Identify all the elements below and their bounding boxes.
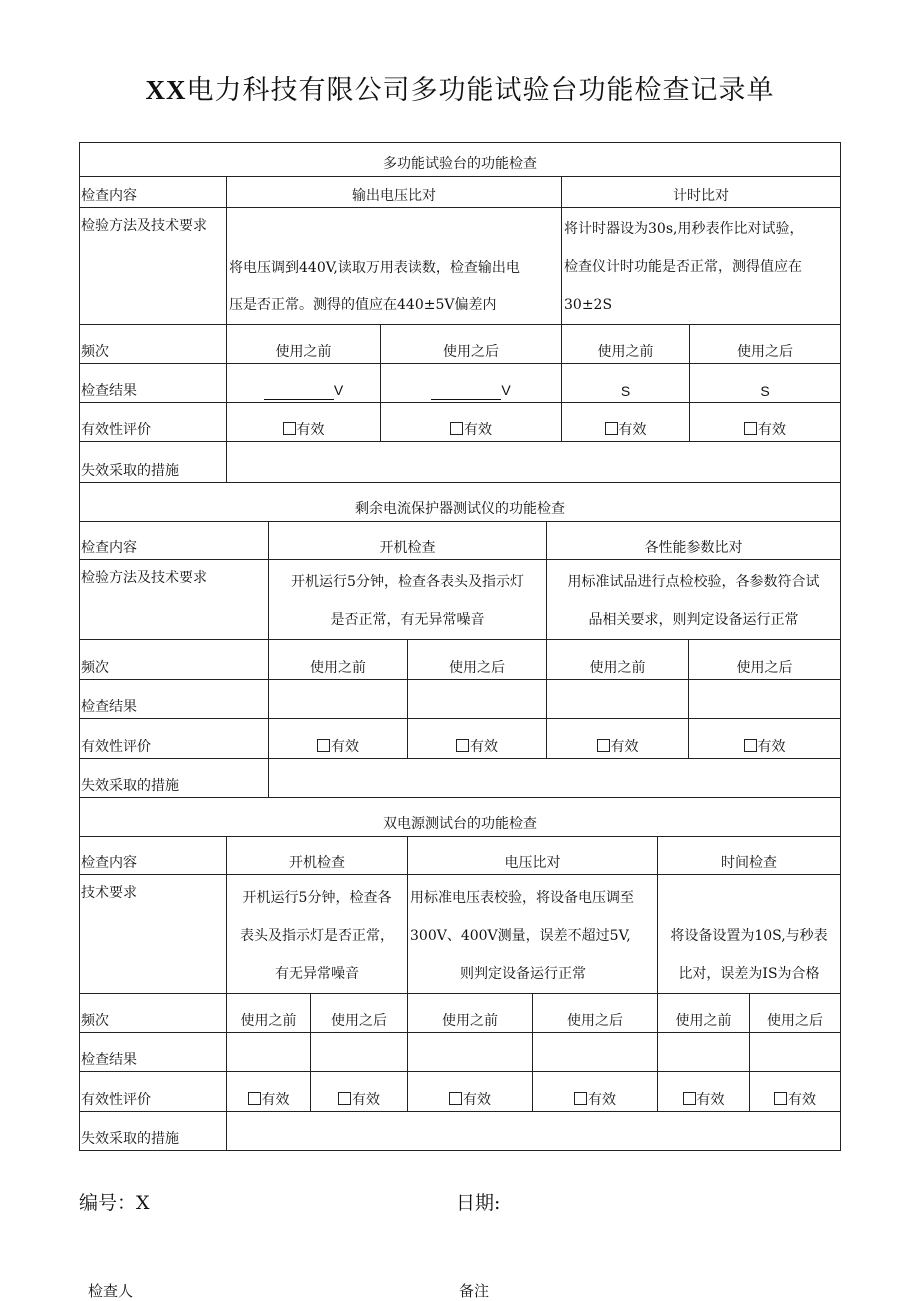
checkbox-icon[interactable] bbox=[605, 422, 618, 435]
content-label: 检查内容 bbox=[80, 837, 227, 875]
after-label: 使用之后 bbox=[533, 994, 658, 1033]
section1-table bbox=[79, 142, 841, 483]
inspector-label: 检查人 bbox=[88, 1282, 134, 1300]
result-input[interactable] bbox=[658, 1033, 750, 1072]
result-input[interactable] bbox=[689, 680, 841, 719]
before-label: 使用之前 bbox=[408, 994, 533, 1033]
valid-checkbox[interactable]: 有效 bbox=[408, 719, 547, 759]
after-label: 使用之后 bbox=[381, 325, 562, 364]
before-label: 使用之前 bbox=[562, 325, 690, 364]
tech-label: 技术要求 bbox=[80, 875, 227, 994]
freq-label: 频次 bbox=[80, 640, 269, 680]
item-timing-compare: 计时比对 bbox=[562, 177, 841, 208]
valid-checkbox[interactable]: 有效 bbox=[750, 1072, 841, 1112]
valid-checkbox[interactable]: 有效 bbox=[547, 719, 689, 759]
valid-checkbox[interactable]: 有效 bbox=[381, 403, 562, 442]
valid-checkbox[interactable]: 有效 bbox=[227, 403, 381, 442]
result-input[interactable] bbox=[750, 1033, 841, 1072]
requirement-voltage: 将电压调到440V,读取万用表读数，检查输出电 压是否正常。测得的值应在440±5V偏差内 bbox=[227, 208, 562, 325]
checkbox-icon[interactable] bbox=[774, 1092, 787, 1105]
checkbox-icon[interactable] bbox=[744, 422, 757, 435]
method-label: 检验方法及技术要求 bbox=[80, 560, 269, 640]
section1-title: 多功能试验台的功能检查 bbox=[80, 143, 841, 177]
item-power-on-check: 开机检查 bbox=[269, 522, 547, 560]
section2-table bbox=[79, 482, 841, 798]
remark-label: 备注 bbox=[459, 1282, 490, 1300]
measure-input[interactable] bbox=[269, 759, 841, 798]
content-label: 检查内容 bbox=[80, 522, 269, 560]
before-label: 使用之前 bbox=[227, 325, 381, 364]
checkbox-icon[interactable] bbox=[456, 739, 469, 752]
result-label: 检查结果 bbox=[80, 364, 227, 403]
result-input[interactable] bbox=[547, 680, 689, 719]
checkbox-icon[interactable] bbox=[338, 1092, 351, 1105]
checkbox-icon[interactable] bbox=[317, 739, 330, 752]
before-label: 使用之前 bbox=[269, 640, 408, 680]
checkbox-icon[interactable] bbox=[574, 1092, 587, 1105]
checkbox-icon[interactable] bbox=[248, 1092, 261, 1105]
result-input[interactable]: S bbox=[562, 364, 690, 403]
checkbox-icon[interactable] bbox=[450, 422, 463, 435]
item-time-check: 时间检查 bbox=[658, 837, 841, 875]
after-label: 使用之后 bbox=[311, 994, 408, 1033]
result-input[interactable]: V bbox=[227, 364, 381, 403]
method-label: 检验方法及技术要求 bbox=[80, 208, 227, 325]
valid-checkbox[interactable]: 有效 bbox=[658, 1072, 750, 1112]
item-voltage-compare: 输出电压比对 bbox=[227, 177, 562, 208]
result-input[interactable]: S bbox=[690, 364, 841, 403]
result-label: 检查结果 bbox=[80, 680, 269, 719]
eval-label: 有效性评价 bbox=[80, 1072, 227, 1112]
result-input[interactable] bbox=[408, 680, 547, 719]
item-power-on-check: 开机检查 bbox=[227, 837, 408, 875]
date-label: 日期: bbox=[456, 1192, 501, 1214]
result-input[interactable]: V bbox=[381, 364, 562, 403]
item-parameter-compare: 各性能参数比对 bbox=[547, 522, 841, 560]
item-voltage-compare: 电压比对 bbox=[408, 837, 658, 875]
freq-label: 频次 bbox=[80, 325, 227, 364]
measure-input[interactable] bbox=[227, 442, 841, 483]
result-input[interactable] bbox=[408, 1033, 533, 1072]
content-label: 检查内容 bbox=[80, 177, 227, 208]
before-label: 使用之前 bbox=[547, 640, 689, 680]
checkbox-icon[interactable] bbox=[597, 739, 610, 752]
requirement-timing: 将计时器设为30s,用秒表作比对试验， 检查仪计时功能是否正常，测得值应在 30±2S bbox=[562, 208, 841, 325]
eval-label: 有效性评价 bbox=[80, 403, 227, 442]
eval-label: 有效性评价 bbox=[80, 719, 269, 759]
requirement-power-on: 开机运行5分钟，检查各 表头及指示灯是否正常， 有无异常噪音 bbox=[227, 875, 408, 994]
checkbox-icon[interactable] bbox=[283, 422, 296, 435]
valid-checkbox[interactable]: 有效 bbox=[227, 1072, 311, 1112]
before-label: 使用之前 bbox=[658, 994, 750, 1033]
freq-label: 频次 bbox=[80, 994, 227, 1033]
result-input[interactable] bbox=[311, 1033, 408, 1072]
measure-label: 失效采取的措施 bbox=[80, 442, 227, 483]
result-input[interactable] bbox=[269, 680, 408, 719]
result-label: 检查结果 bbox=[80, 1033, 227, 1072]
measure-label: 失效采取的措施 bbox=[80, 1112, 227, 1151]
page-title: XX电力科技有限公司多功能试验台功能检查记录单 bbox=[145, 75, 775, 106]
section3-title: 双电源测试台的功能检查 bbox=[80, 798, 841, 837]
requirement-time: 将设备设置为10S,与秒表 比对，误差为IS为合格 bbox=[658, 875, 841, 994]
result-input[interactable] bbox=[227, 1033, 311, 1072]
result-input[interactable] bbox=[533, 1033, 658, 1072]
requirement-power-on: 开机运行5分钟，检查各表头及指示灯 是否正常，有无异常噪音 bbox=[269, 560, 547, 640]
valid-checkbox[interactable]: 有效 bbox=[311, 1072, 408, 1112]
record-number: 编号：X bbox=[79, 1192, 150, 1214]
after-label: 使用之后 bbox=[690, 325, 841, 364]
after-label: 使用之后 bbox=[689, 640, 841, 680]
section2-title: 剩余电流保护器测试仪的功能检查 bbox=[80, 483, 841, 522]
measure-label: 失效采取的措施 bbox=[80, 759, 269, 798]
requirement-parameters: 用标准试品进行点检校验，各参数符合试 品相关要求，则判定设备运行正常 bbox=[547, 560, 841, 640]
requirement-voltage: 用标准电压表校验，将设备电压调至 300V、400V测量，误差不超过5V, 则判定设备运行正常 bbox=[408, 875, 658, 994]
valid-checkbox[interactable]: 有效 bbox=[408, 1072, 533, 1112]
after-label: 使用之后 bbox=[750, 994, 841, 1033]
checkbox-icon[interactable] bbox=[683, 1092, 696, 1105]
checkbox-icon[interactable] bbox=[449, 1092, 462, 1105]
valid-checkbox[interactable]: 有效 bbox=[269, 719, 408, 759]
before-label: 使用之前 bbox=[227, 994, 311, 1033]
valid-checkbox[interactable]: 有效 bbox=[533, 1072, 658, 1112]
measure-input[interactable] bbox=[227, 1112, 841, 1151]
section3-table bbox=[79, 797, 841, 1151]
valid-checkbox[interactable]: 有效 bbox=[562, 403, 690, 442]
checkbox-icon[interactable] bbox=[744, 739, 757, 752]
valid-checkbox[interactable]: 有效 bbox=[690, 403, 841, 442]
valid-checkbox[interactable]: 有效 bbox=[689, 719, 841, 759]
after-label: 使用之后 bbox=[408, 640, 547, 680]
